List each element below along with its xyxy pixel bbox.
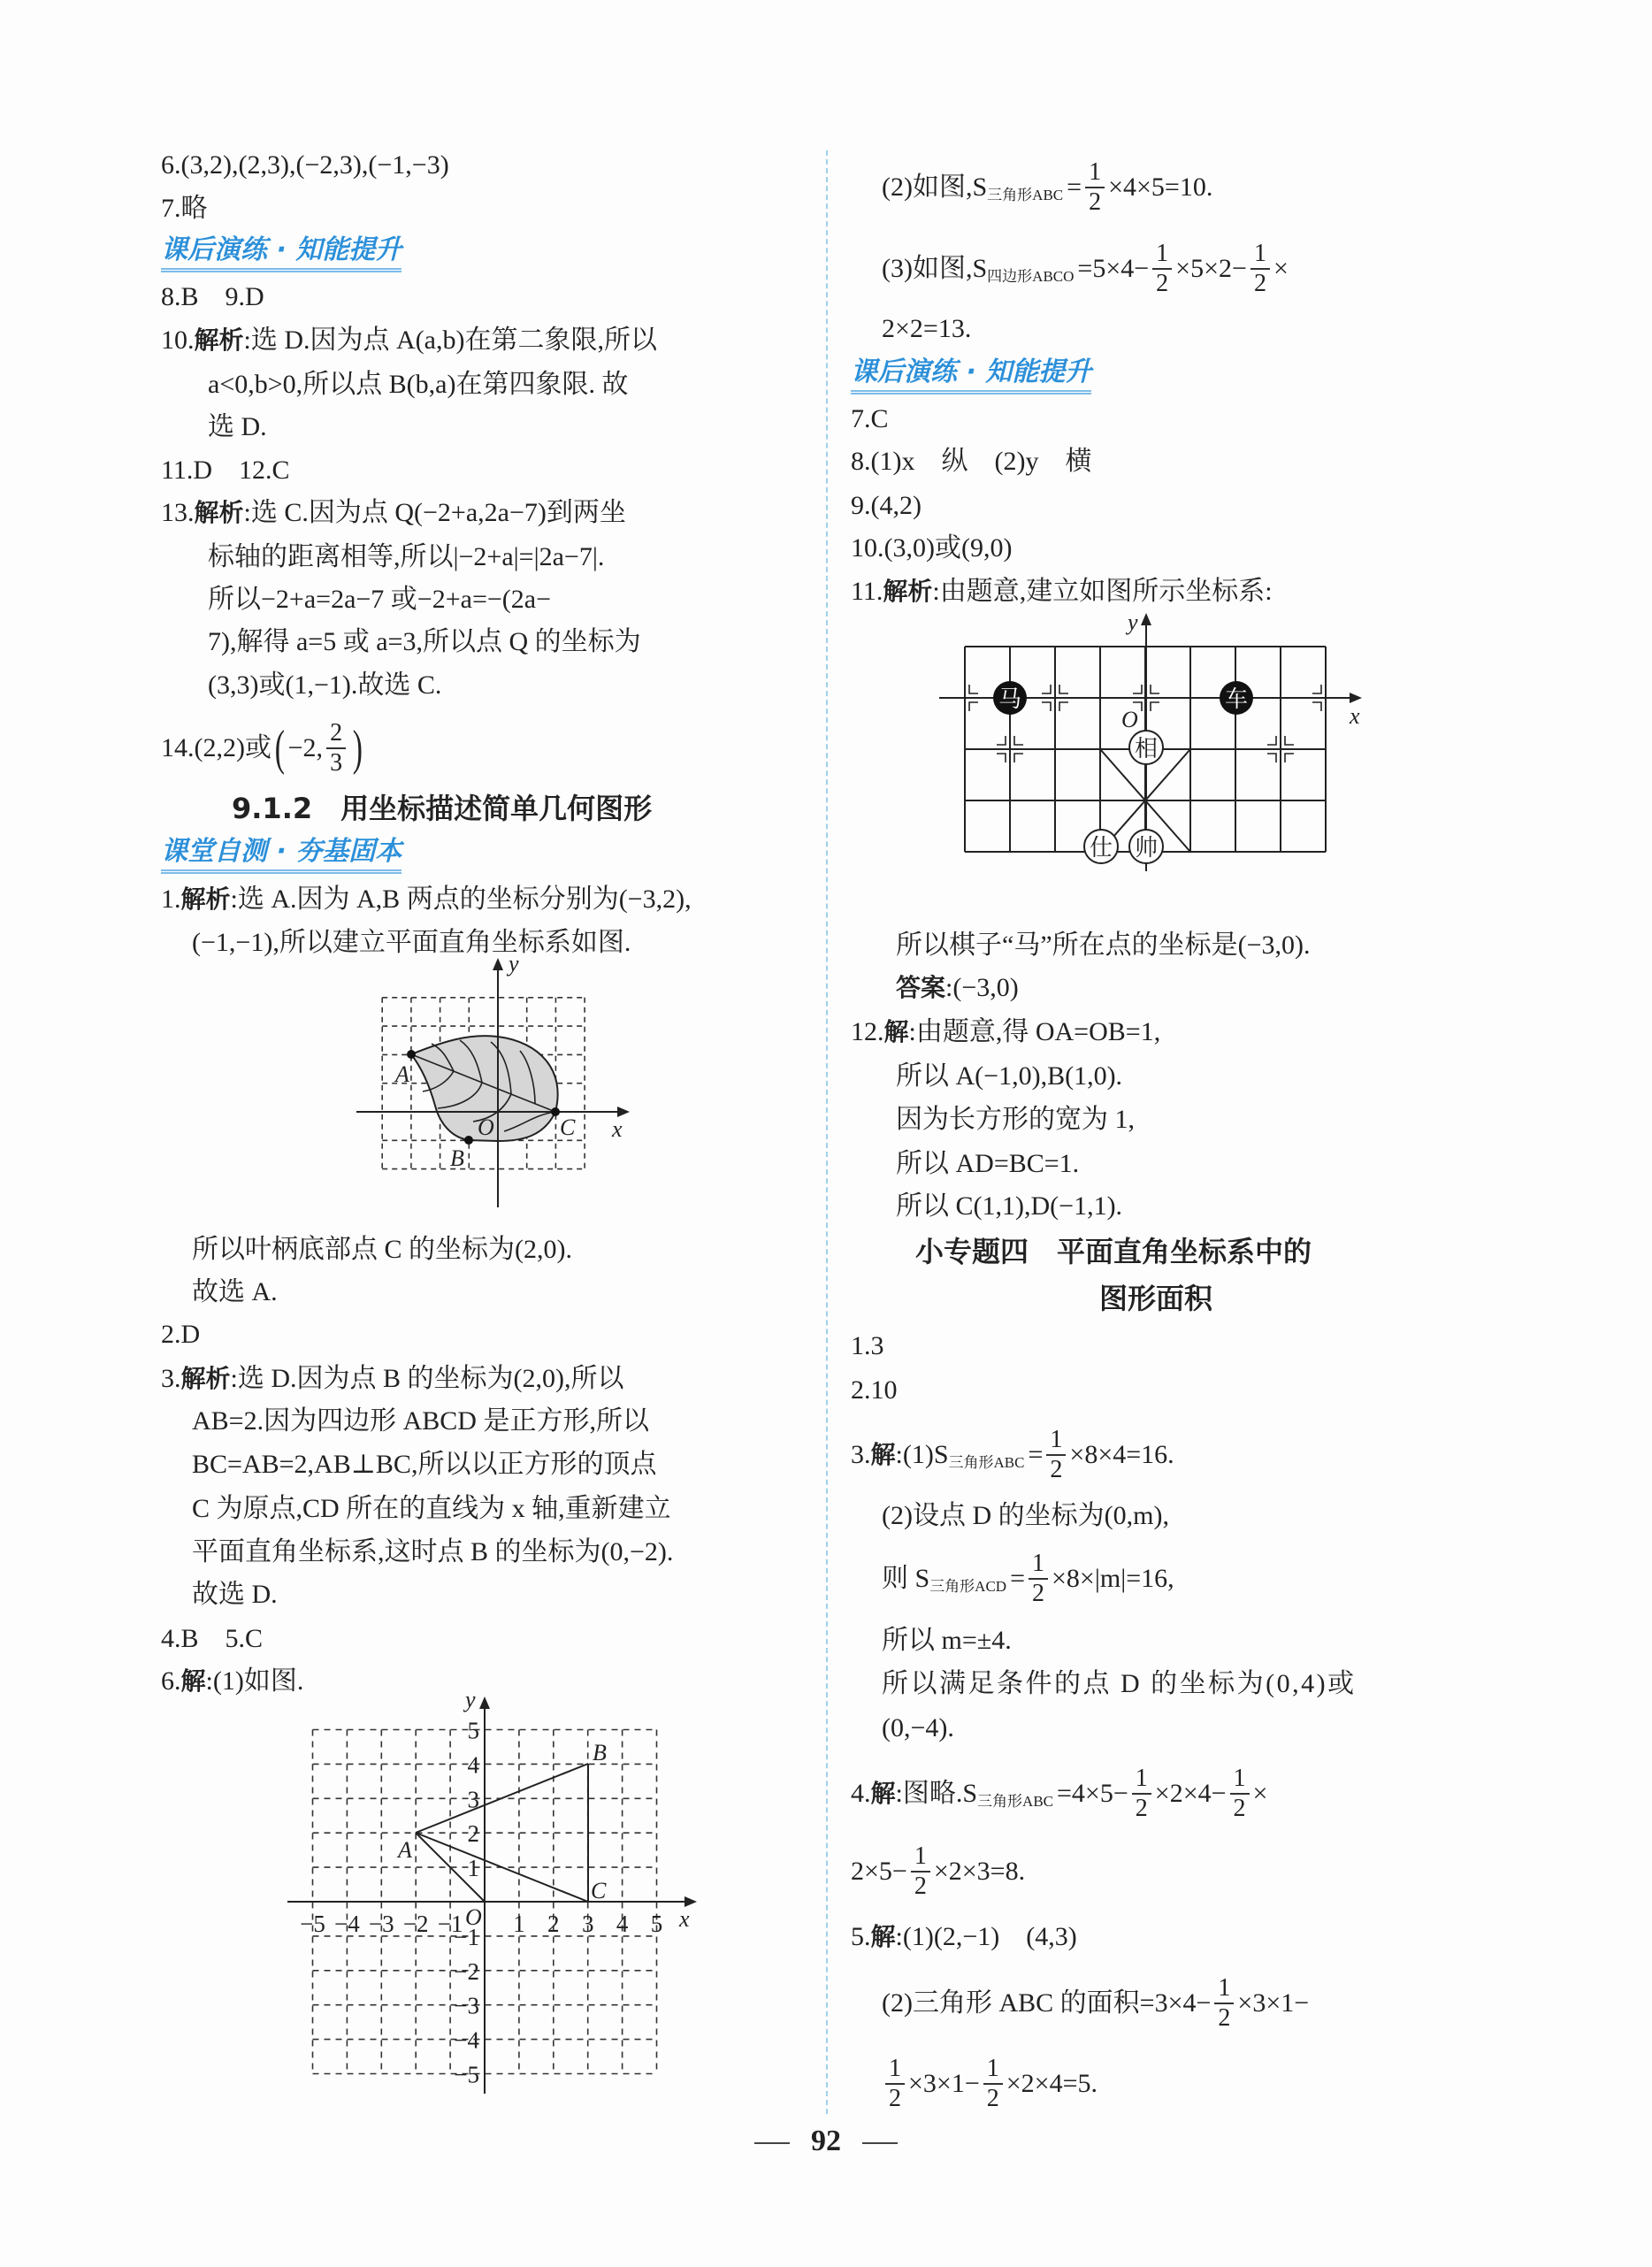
label-x-axis: x <box>612 1116 623 1142</box>
x-tick-label: −2 <box>402 1911 429 1937</box>
answer-t3-line1 <box>851 1420 1174 1490</box>
x-tick-label: 2 <box>547 1911 560 1937</box>
piece-shuai <box>1129 830 1163 863</box>
fraction <box>1250 240 1270 298</box>
answer-r-q7: 7.C <box>851 404 889 433</box>
section-heading-classroom: 课堂自测 · 夯基固本 <box>161 835 402 874</box>
subscript: 三角形ABC <box>977 1793 1054 1810</box>
position-mark <box>1312 685 1321 693</box>
y-tick-label: −1 <box>454 1923 479 1950</box>
answer-t5-line1 <box>851 1921 1077 1953</box>
x-tick-label: 1 <box>513 1911 525 1937</box>
fraction <box>1214 1974 1234 2033</box>
y-tick-label: −2 <box>454 1957 479 1985</box>
answer-r-q12-line4: 所以 AD=BC=1. <box>896 1149 1080 1178</box>
q-text: × <box>1252 1779 1268 1808</box>
topic-title-line1: 小专题四 平面直角坐标系中的 <box>915 1235 1312 1268</box>
answer-q11-12: 11.D 12.C <box>161 456 290 485</box>
answer-t3-line2: (2)设点 D 的坐标为(0,m), <box>882 1501 1169 1530</box>
y-tick-label: −3 <box>454 1992 479 2019</box>
answer-r-q12-line1 <box>851 1016 1160 1048</box>
answer-r-q12-line2: 所以 A(−1,0),B(1,0). <box>896 1061 1123 1091</box>
answer-q10-line2: a<0,b>0,所以点 B(b,a)在第四象限. 故 <box>208 370 629 399</box>
numerator: 1 <box>1132 1765 1151 1795</box>
x-tick-label: 4 <box>616 1911 629 1937</box>
answer-t3-line3 <box>882 1543 1174 1614</box>
solution-label: 解 <box>870 1779 896 1808</box>
q-number: 4. <box>851 1779 871 1808</box>
answer-r3-line2: 2×2=13. <box>882 314 972 343</box>
numerator: 1 <box>983 2055 1003 2085</box>
denominator: 2 <box>1156 270 1169 297</box>
page-number <box>0 2125 1652 2158</box>
answer-r-q11-answer <box>896 972 1019 1004</box>
solution-label: 解 <box>180 1666 206 1696</box>
section-heading-practice: 课后演练 · 知能提升 <box>161 234 402 272</box>
q-number: 1. <box>161 885 181 914</box>
label-origin: O <box>465 1904 482 1930</box>
q-number: 3. <box>161 1364 181 1393</box>
position-mark <box>1014 754 1023 762</box>
label-x-axis: x <box>679 1906 690 1932</box>
answer-p3-line2: AB=2.因为四边形 ABCD 是正方形,所以 <box>192 1406 649 1436</box>
q-number: 13. <box>161 498 195 527</box>
x-tick-label: −3 <box>368 1911 394 1937</box>
q-text: ×4×5=10. <box>1108 172 1213 202</box>
q-text: =5×4− <box>1077 254 1150 283</box>
fraction <box>885 2055 905 2113</box>
answer-q6: 6.(3,2),(2,3),(−2,3),(−1,−3) <box>161 150 449 180</box>
point-b <box>464 1136 473 1145</box>
denominator: 2 <box>1218 2004 1231 2032</box>
q-text: =4×5− <box>1057 1779 1128 1808</box>
answer-p1-line2: (−1,−1),所以建立平面直角坐标系如图. <box>192 928 631 957</box>
label-c: C <box>591 1878 607 1903</box>
answer-r-q12-line3: 因为长方形的宽为 1, <box>896 1105 1135 1134</box>
answer-t3-line6: (0,−4). <box>882 1713 954 1742</box>
denominator: 3 <box>330 749 343 777</box>
answer-label: 答案 <box>896 973 946 1002</box>
numerator: 1 <box>1230 1765 1250 1795</box>
label-y-axis: y <box>1128 609 1138 635</box>
label-a: A <box>398 1837 412 1863</box>
answer-r2 <box>882 152 1212 223</box>
q-text: −2, <box>287 733 324 762</box>
q-text: :由题意,得 OA=OB=1, <box>908 1017 1161 1046</box>
q-text: ×2×3=8. <box>933 1857 1026 1886</box>
point-c <box>551 1107 560 1116</box>
y-axis-arrow-icon <box>479 1696 490 1709</box>
x-tick-label: −1 <box>437 1911 463 1937</box>
position-mark <box>1151 702 1159 711</box>
section-title: 9.1.2 用坐标描述简单几何图形 <box>232 792 653 825</box>
subscript: 三角形ACD <box>929 1578 1007 1595</box>
fraction <box>1085 158 1105 217</box>
fraction <box>1029 1550 1048 1608</box>
piece-label: 帅 <box>1134 835 1159 861</box>
x-tick-label: 5 <box>650 1911 663 1937</box>
position-mark <box>969 702 978 711</box>
numerator: 1 <box>1029 1550 1048 1580</box>
topic-title-line2: 图形面积 <box>1099 1282 1213 1315</box>
position-mark <box>1285 736 1294 745</box>
position-mark <box>997 736 1006 745</box>
answer-t3-line5: 所以满足条件的点 D 的坐标为(0,4)或 <box>882 1669 1357 1698</box>
answer-p2: 2.D <box>161 1320 201 1349</box>
q-text: :选 A.因为 A,B 两点的坐标分别为(−3,2), <box>230 885 692 914</box>
answer-q10-line1 <box>161 325 657 356</box>
numerator: 1 <box>1085 158 1105 188</box>
answer-p3-line1 <box>161 1363 624 1395</box>
subscript: 三角形ABC <box>948 1454 1025 1471</box>
q-text: :由题意,建立如图所示坐标系: <box>932 577 1273 606</box>
answer-p3-line3: BC=AB=2,AB⊥BC,所以以正方形的顶点 <box>192 1450 657 1479</box>
piece-label: 相 <box>1134 736 1159 762</box>
y-tick-label: −5 <box>454 2061 479 2088</box>
position-mark <box>1059 702 1068 711</box>
fraction <box>1046 1426 1066 1484</box>
answer-t5-line2 <box>882 1968 1309 2039</box>
q-text: ×3×1− <box>1237 1988 1310 2018</box>
answer-t3-line4: 所以 m=±4. <box>882 1626 1012 1655</box>
q-number: 11. <box>851 577 883 606</box>
position-mark <box>1014 736 1023 745</box>
q-text: ×3×1− <box>908 2069 980 2098</box>
answer-r3 <box>882 234 1289 304</box>
solution-label: 解 <box>883 1017 909 1046</box>
answer-r-q12-line5: 所以 C(1,1),D(−1,1). <box>896 1191 1123 1221</box>
position-mark <box>1285 754 1294 762</box>
piece-che <box>1220 681 1253 715</box>
position-mark <box>1267 736 1276 745</box>
q-number: 12. <box>851 1017 884 1046</box>
q-text: :选 D.因为点 B 的坐标为(2,0),所以 <box>230 1364 624 1393</box>
answer-q13-line4: 7),解得 a=5 或 a=3,所以点 Q 的坐标为 <box>208 627 641 656</box>
q-number: 3. <box>851 1440 871 1469</box>
fraction <box>1132 1765 1151 1823</box>
answer-p1-line1 <box>161 884 692 915</box>
answer-p1-line4: 故选 A. <box>192 1277 278 1306</box>
x-tick-label: −4 <box>334 1911 360 1937</box>
dash-right <box>862 2142 898 2144</box>
x-axis-arrow-icon <box>1350 693 1362 703</box>
y-axis-arrow-icon <box>1141 613 1151 625</box>
position-mark <box>1133 685 1142 693</box>
column-divider <box>826 150 828 2114</box>
q-number: 5. <box>851 1922 871 1951</box>
numerator: 2 <box>326 719 346 749</box>
dash-left <box>754 2142 790 2144</box>
piece-label: 仕 <box>1089 835 1113 861</box>
triangle-grid-figure <box>283 1687 716 2110</box>
answer-p6 <box>161 1666 303 1697</box>
label-y-axis: y <box>465 1687 476 1712</box>
answer-q13-line2: 标轴的距离相等,所以|−2+a|=|2a−7|. <box>208 542 605 571</box>
denominator: 2 <box>1135 1795 1148 1822</box>
solution-label: 解 <box>870 1440 896 1469</box>
label-origin: O <box>478 1114 494 1140</box>
q-text: ×5×2− <box>1175 254 1247 283</box>
denominator: 2 <box>1032 1580 1045 1607</box>
subscript: 三角形ABC <box>987 187 1064 203</box>
label-y-axis: y <box>509 951 519 976</box>
leaf-coordinate-figure <box>349 951 650 1221</box>
paren: ( <box>274 721 285 776</box>
position-mark <box>1151 685 1159 693</box>
page-number-text: 92 <box>811 2125 841 2157</box>
denominator: 2 <box>1233 1795 1246 1822</box>
section-heading-practice-right: 课后演练 · 知能提升 <box>851 356 1091 394</box>
label-b: B <box>450 1145 464 1171</box>
chinese-chess-figure <box>933 610 1375 876</box>
answer-t5-line3 <box>882 2049 1098 2119</box>
q-text: :(−3,0) <box>945 973 1019 1002</box>
q-text: ×2×4− <box>1154 1779 1227 1808</box>
answer-p4-5: 4.B 5.C <box>161 1624 264 1653</box>
answer-q13-line3: 所以−2+a=2a−7 或−2+a=−(2a− <box>208 585 552 614</box>
fraction <box>326 719 346 777</box>
answer-t2: 2.10 <box>851 1375 898 1405</box>
fraction <box>1152 240 1172 298</box>
q-text: :(1)(2,−1) (4,3) <box>895 1922 1077 1951</box>
q-text: (2)三角形 ABC 的面积=3×4− <box>882 1988 1212 2018</box>
q-text: :(1)S <box>895 1440 949 1469</box>
q-text: (2)如图,S <box>882 172 988 202</box>
y-tick-label: 5 <box>467 1717 479 1744</box>
answer-r-q11-line2: 所以棋子“马”所在点的坐标是(−3,0). <box>896 931 1311 960</box>
label-a: A <box>395 1061 409 1087</box>
answer-p3-line4: C 为原点,CD 所在的直线为 x 轴,重新建立 <box>192 1494 671 1523</box>
q-text: (3)如图,S <box>882 254 988 283</box>
answer-q10-line3: 选 D. <box>208 412 267 441</box>
x-tick-label: 3 <box>581 1911 594 1937</box>
analysis-label: 解析 <box>180 1364 231 1393</box>
answer-r-q11 <box>851 576 1273 608</box>
q-text: ×8×|m|=16, <box>1052 1564 1174 1593</box>
q-text: 2×5− <box>851 1857 907 1886</box>
answer-q7: 7.略 <box>161 194 208 223</box>
piece-ma <box>993 681 1027 715</box>
fraction <box>983 2055 1003 2113</box>
label-x-axis: x <box>1350 703 1360 729</box>
numerator: 1 <box>885 2055 905 2085</box>
y-tick-label: 1 <box>467 1855 479 1882</box>
point-a <box>407 1050 416 1059</box>
numerator: 1 <box>1046 1426 1066 1456</box>
piece-shi <box>1084 830 1118 863</box>
piece-label: 车 <box>1224 686 1249 712</box>
subscript: 四边形ABCO <box>987 268 1075 285</box>
denominator: 2 <box>914 1873 927 1900</box>
q-number: 6. <box>161 1666 181 1696</box>
answer-p1-line3: 所以叶柄底部点 C 的坐标为(2,0). <box>192 1235 572 1264</box>
denominator: 2 <box>1089 188 1102 216</box>
position-mark <box>997 754 1006 762</box>
answer-t4-line1 <box>851 1758 1267 1829</box>
numerator: 1 <box>1250 240 1270 270</box>
position-mark <box>1042 702 1051 711</box>
analysis-label: 解析 <box>194 498 244 527</box>
q-number: 10. <box>161 325 195 355</box>
q-text: 则 S <box>882 1564 930 1593</box>
answer-q13-line1 <box>161 497 626 529</box>
x-tick-label: −5 <box>300 1911 325 1937</box>
label-c: C <box>560 1114 576 1140</box>
position-mark <box>1042 685 1051 693</box>
answer-r-q10: 10.(3,0)或(9,0) <box>851 533 1013 563</box>
answer-t4-line2 <box>851 1836 1025 1907</box>
q-text: ×2×4=5. <box>1006 2069 1098 2098</box>
answer-q8-9: 8.B 9.D <box>161 282 264 311</box>
q-text: = <box>1067 172 1082 202</box>
analysis-label: 解析 <box>194 325 244 355</box>
fraction <box>1230 1765 1250 1823</box>
label-origin: O <box>1121 707 1138 732</box>
answer-t1: 1.3 <box>851 1331 884 1360</box>
numerator: 1 <box>1152 240 1172 270</box>
y-tick-label: −4 <box>454 2026 479 2054</box>
denominator: 2 <box>889 2085 901 2112</box>
piece-label: 马 <box>998 686 1022 712</box>
numerator: 1 <box>1214 1974 1234 2004</box>
numerator: 1 <box>911 1842 930 1873</box>
y-tick-label: 4 <box>467 1751 479 1779</box>
position-mark <box>1267 754 1276 762</box>
denominator: 2 <box>986 2085 999 2112</box>
q-text: = <box>1010 1564 1026 1593</box>
q-text: :(1)如图. <box>205 1666 304 1696</box>
analysis-label: 解析 <box>180 885 231 914</box>
denominator: 2 <box>1050 1456 1063 1483</box>
label-b: B <box>593 1740 607 1765</box>
y-axis-arrow-icon <box>493 958 503 970</box>
position-mark <box>1312 702 1321 711</box>
position-mark <box>969 685 978 693</box>
piece-xiang <box>1129 731 1163 764</box>
y-tick-label: 2 <box>467 1820 479 1848</box>
fraction <box>911 1842 930 1901</box>
analysis-label: 解析 <box>883 577 933 606</box>
axes <box>287 1703 690 2094</box>
q-text: ×8×4=16. <box>1069 1440 1174 1469</box>
answer-r-q8: 8.(1)x 纵 (2)y 横 <box>851 447 1092 476</box>
denominator: 2 <box>1253 270 1266 297</box>
q-text: :图略.S <box>895 1779 978 1808</box>
q-text: × <box>1273 254 1289 283</box>
answer-q13-line5: (3,3)或(1,−1).故选 C. <box>208 670 442 700</box>
answer-p3-line5: 平面直角坐标系,这时点 B 的坐标为(0,−2). <box>192 1537 674 1566</box>
solution-label: 解 <box>870 1922 896 1951</box>
paren: ) <box>352 721 363 776</box>
position-mark <box>1059 685 1068 693</box>
q-text: :选 C.因为点 Q(−2+a,2a−7)到两坐 <box>243 498 626 527</box>
y-tick-label: 3 <box>467 1786 479 1813</box>
answer-p3-line6: 故选 D. <box>192 1580 278 1609</box>
q-text: = <box>1028 1440 1044 1469</box>
answer-r-q9: 9.(4,2) <box>851 491 922 520</box>
q-text: 14.(2,2)或 <box>161 733 272 762</box>
answer-q14 <box>161 713 366 784</box>
q-text: :选 D.因为点 A(a,b)在第二象限,所以 <box>243 325 657 355</box>
